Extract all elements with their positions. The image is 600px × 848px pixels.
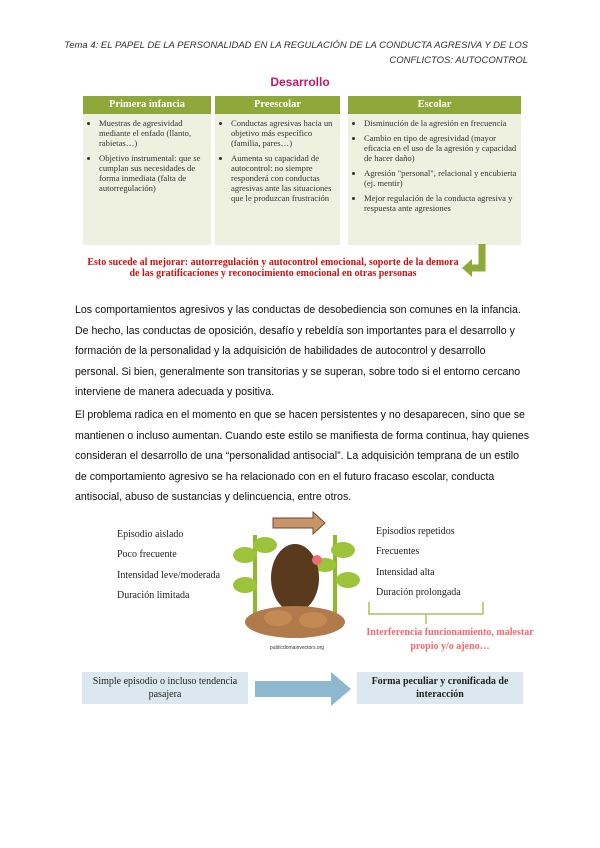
note-text: Esto sucede al mejorar: autorregulación y autocontrol emocional, soporte de la demora de las gratificaciones y reconocimiento emocional en otras personas bbox=[87, 257, 459, 279]
stage-item: • Cambio en tipo de agresividad (mayor eficacia en el uso de la agresión y capacidad de hacer daño) bbox=[364, 133, 517, 163]
stage-preescolar bbox=[215, 96, 340, 245]
stage-item: • Disminución de la agresión en frecuencia bbox=[364, 118, 517, 128]
to-box bbox=[357, 672, 523, 704]
stage-primera-infancia bbox=[83, 96, 211, 245]
image-credit: publicdomainvectors.org bbox=[269, 645, 325, 651]
stage-item: • Muestras de agresividad mediante el enfado (llanto, rabietas…) bbox=[99, 118, 207, 148]
right-item: Episodios repetidos bbox=[376, 526, 455, 537]
stage-item: • Conductas agresivas hacia un objetivo más específico (familia, pares…) bbox=[231, 118, 336, 148]
from-text: Simple episodio o incluso tendencia pasajera bbox=[92, 676, 238, 700]
right-item: Intensidad alta bbox=[376, 567, 435, 578]
consequence-text: Interferencia funcionamiento, malestar propio y/o ajeno… bbox=[366, 627, 534, 652]
left-item: Duración limitada bbox=[117, 590, 190, 601]
header-line-2: CONFLICTOS: AUTOCONTROL bbox=[389, 55, 528, 66]
section-title: Desarrollo bbox=[270, 75, 330, 89]
right-item: Frecuentes bbox=[376, 546, 420, 557]
left-item: Episodio aislado bbox=[117, 529, 184, 540]
stage-title: Primera infancia bbox=[83, 96, 211, 114]
header-line-1: Tema 4: EL PAPEL DE LA PERSONALIDAD EN LA REGULACIÓN DE LA CONDUCTA AGRESIVA Y DE LOS bbox=[64, 40, 528, 51]
bracket-icon bbox=[368, 602, 484, 624]
paragraph-2: El problema radica en el momento en que se hacen persistentes y no desaparecen, sino que se mantienen o incluso aumentan. Cuando este estilo se manifiesta de forma continua, hay quienes consideran el desarrollo de una “personalidad antisocial”. La adquisición temprana de un estilo de comportamiento agresivo se ha relacionado con en el futuro fracaso escolar, conducta antisocial, abuso de sustancias y delincuencia, entre otros. bbox=[75, 409, 530, 503]
left-item: Poco frecuente bbox=[117, 549, 177, 560]
mole-illustration bbox=[233, 510, 363, 640]
right-arrow-icon bbox=[255, 672, 351, 706]
stage-item: • Mejor regulación de la conducta agresiva y respuesta ante agresiones bbox=[364, 193, 517, 213]
paragraph-1: Los comportamientos agresivos y las conductas de desobediencia son comunes en la infancia. De hecho, las conductas de oposición, desafío y rebeldía son importantes para el desarrollo y formación de la personalidad y la adquisición de habilidades de autocontrol y desarrollo personal. Si bien, generalmente son transitorias y se superan, sobre todo si el entorno cercano interviene de manera adecuada y positiva. bbox=[75, 304, 521, 398]
stage-item: • Aumenta su capacidad de autocontrol: no siempre responderá con conductas agresivas ante las situaciones que le produzcan frustración bbox=[231, 153, 336, 203]
stage-item: • Agresión "personal", relacional y encubierta (ej. mentir) bbox=[364, 168, 517, 188]
right-item: Duración prolongada bbox=[376, 587, 461, 598]
stage-escolar bbox=[348, 96, 521, 245]
from-box bbox=[82, 672, 248, 704]
curved-arrow-icon bbox=[462, 244, 496, 282]
to-text: Forma peculiar y cronificada de interacción bbox=[371, 676, 509, 700]
stage-title: Escolar bbox=[348, 96, 521, 114]
stage-title: Preescolar bbox=[215, 96, 340, 114]
stage-item: • Objetivo instrumental: que se cumplan sus necesidades de forma inmediata (falta de autorregulación) bbox=[99, 153, 207, 193]
left-item: Intensidad leve/moderada bbox=[117, 570, 221, 581]
